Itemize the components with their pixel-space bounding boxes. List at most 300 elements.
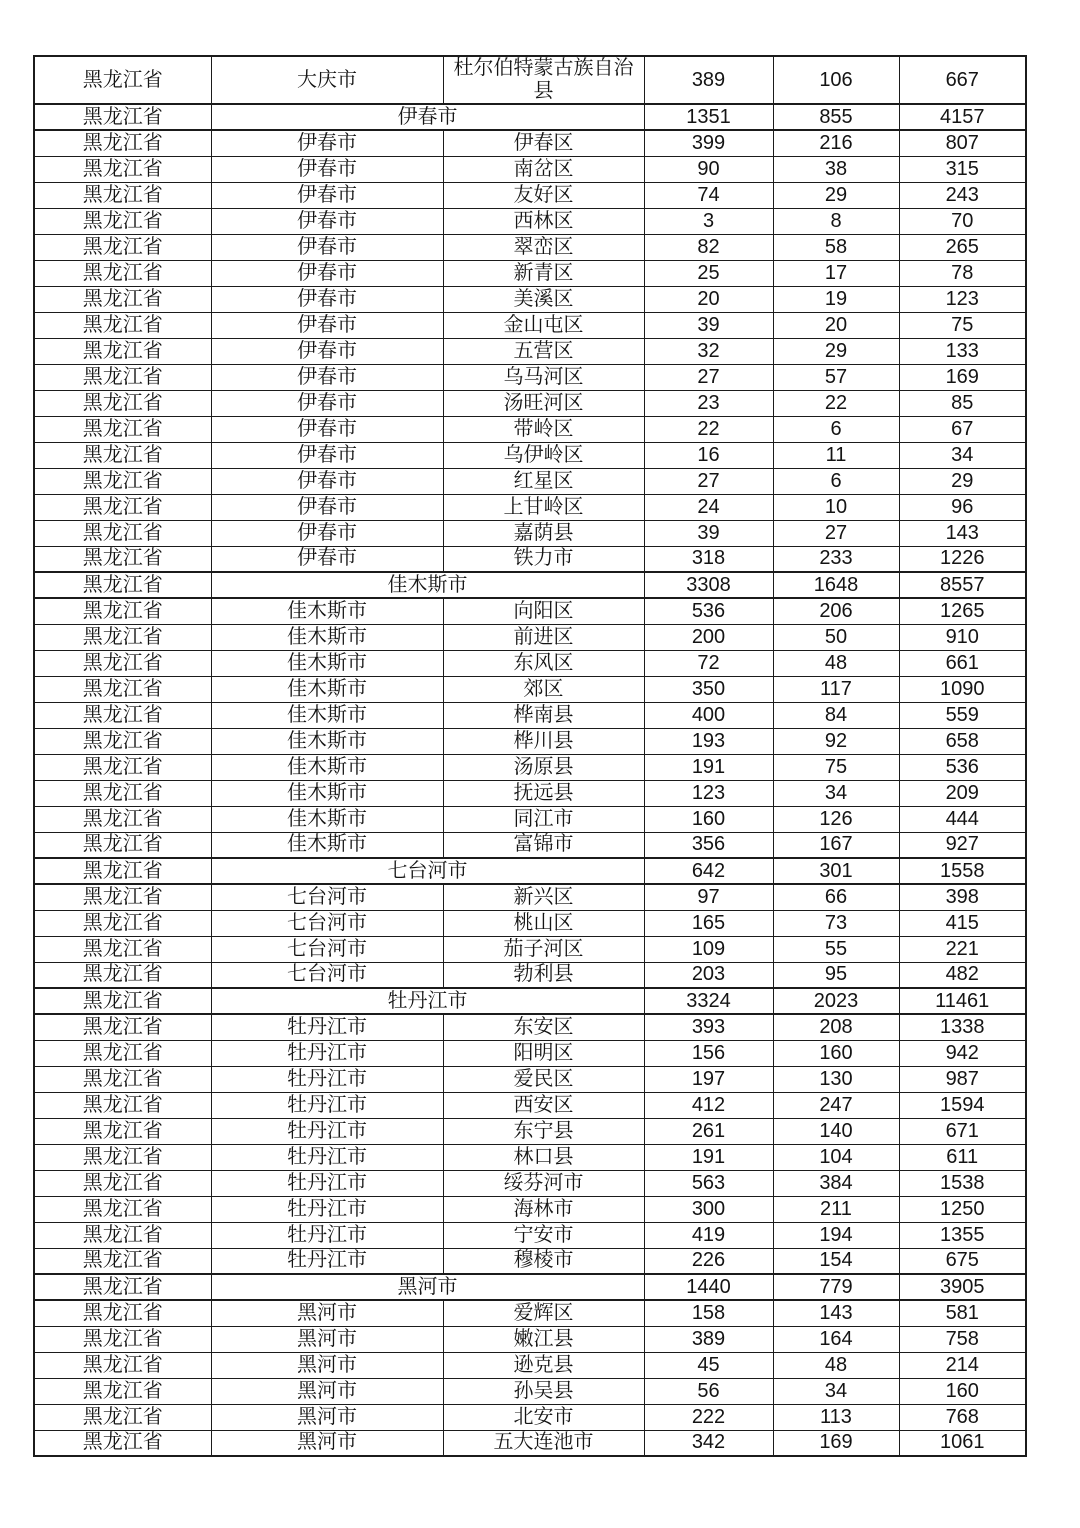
district-row: [34, 130, 1026, 156]
district-cell: 红星区: [443, 468, 644, 494]
value-cell-1: 393: [644, 1014, 773, 1040]
province-cell: 黑龙江省: [34, 1326, 211, 1352]
value-cell-1: 158: [644, 1300, 773, 1326]
value-cell-2: 1648: [773, 572, 899, 598]
city-total-row: [34, 858, 1026, 884]
value-cell-2: 104: [773, 1144, 899, 1170]
city-cell: 伊春市: [211, 286, 443, 312]
value-cell-3: 29: [899, 468, 1026, 494]
value-cell-1: 318: [644, 546, 773, 572]
value-cell-3: 11461: [899, 988, 1026, 1014]
province-cell: 黑龙江省: [34, 494, 211, 520]
province-cell: 黑龙江省: [34, 988, 211, 1014]
province-cell: 黑龙江省: [34, 390, 211, 416]
province-cell: 黑龙江省: [34, 364, 211, 390]
province-cell: 黑龙江省: [34, 1196, 211, 1222]
city-cell: 七台河市: [211, 962, 443, 988]
value-cell-1: 27: [644, 364, 773, 390]
district-cell: 绥芬河市: [443, 1170, 644, 1196]
province-cell: 黑龙江省: [34, 182, 211, 208]
value-cell-1: 261: [644, 1118, 773, 1144]
district-cell: 乌马河区: [443, 364, 644, 390]
district-cell: 桃山区: [443, 910, 644, 936]
value-cell-3: 1265: [899, 598, 1026, 624]
value-cell-3: 768: [899, 1404, 1026, 1430]
district-row: [34, 1222, 1026, 1248]
value-cell-2: 29: [773, 338, 899, 364]
district-cell: 伊春区: [443, 130, 644, 156]
value-cell-2: 779: [773, 1274, 899, 1300]
province-cell: 黑龙江省: [34, 884, 211, 910]
district-cell: 桦川县: [443, 728, 644, 754]
value-cell-3: 1338: [899, 1014, 1026, 1040]
city-total-row: [34, 988, 1026, 1014]
district-row: [34, 520, 1026, 546]
district-row: [34, 1144, 1026, 1170]
city-merged-cell: 黑河市: [211, 1274, 644, 1300]
province-cell: 黑龙江省: [34, 1222, 211, 1248]
value-cell-3: 75: [899, 312, 1026, 338]
value-cell-1: 160: [644, 806, 773, 832]
district-row: [34, 1326, 1026, 1352]
value-cell-3: 658: [899, 728, 1026, 754]
province-cell: 黑龙江省: [34, 1170, 211, 1196]
value-cell-3: 667: [899, 56, 1026, 104]
value-cell-1: 3: [644, 208, 773, 234]
value-cell-3: 209: [899, 780, 1026, 806]
value-cell-2: 301: [773, 858, 899, 884]
city-cell: 佳木斯市: [211, 780, 443, 806]
city-cell: 伊春市: [211, 364, 443, 390]
province-cell: 黑龙江省: [34, 56, 211, 104]
value-cell-2: 6: [773, 468, 899, 494]
city-cell: 伊春市: [211, 468, 443, 494]
district-cell: 前进区: [443, 624, 644, 650]
city-cell: 七台河市: [211, 910, 443, 936]
value-cell-3: 3905: [899, 1274, 1026, 1300]
value-cell-2: 17: [773, 260, 899, 286]
value-cell-1: 356: [644, 832, 773, 858]
value-cell-1: 25: [644, 260, 773, 286]
value-cell-1: 419: [644, 1222, 773, 1248]
value-cell-3: 661: [899, 650, 1026, 676]
district-row: [34, 1066, 1026, 1092]
city-total-row: [34, 104, 1026, 130]
city-cell: 牡丹江市: [211, 1092, 443, 1118]
province-cell: 黑龙江省: [34, 130, 211, 156]
value-cell-2: 50: [773, 624, 899, 650]
value-cell-1: 200: [644, 624, 773, 650]
city-cell: 牡丹江市: [211, 1222, 443, 1248]
city-cell: 牡丹江市: [211, 1144, 443, 1170]
province-cell: 黑龙江省: [34, 1066, 211, 1092]
value-cell-1: 56: [644, 1378, 773, 1404]
value-cell-2: 10: [773, 494, 899, 520]
city-cell: 佳木斯市: [211, 806, 443, 832]
province-cell: 黑龙江省: [34, 156, 211, 182]
city-cell: 牡丹江市: [211, 1014, 443, 1040]
value-cell-1: 350: [644, 676, 773, 702]
value-cell-1: 222: [644, 1404, 773, 1430]
district-cell: 西安区: [443, 1092, 644, 1118]
city-cell: 牡丹江市: [211, 1118, 443, 1144]
district-row: [34, 442, 1026, 468]
district-row: [34, 1170, 1026, 1196]
city-cell: 佳木斯市: [211, 832, 443, 858]
province-cell: 黑龙江省: [34, 806, 211, 832]
city-cell: 佳木斯市: [211, 702, 443, 728]
city-cell: 伊春市: [211, 416, 443, 442]
admin-region-stats-table: [33, 55, 1027, 1457]
province-cell: 黑龙江省: [34, 416, 211, 442]
city-total-row: [34, 572, 1026, 598]
city-cell: 伊春市: [211, 156, 443, 182]
province-cell: 黑龙江省: [34, 910, 211, 936]
district-cell: 乌伊岭区: [443, 442, 644, 468]
value-cell-1: 82: [644, 234, 773, 260]
value-cell-2: 84: [773, 702, 899, 728]
value-cell-1: 389: [644, 56, 773, 104]
province-cell: 黑龙江省: [34, 234, 211, 260]
city-cell: 伊春市: [211, 546, 443, 572]
city-cell: 黑河市: [211, 1326, 443, 1352]
province-cell: 黑龙江省: [34, 1378, 211, 1404]
province-cell: 黑龙江省: [34, 338, 211, 364]
value-cell-2: 154: [773, 1248, 899, 1274]
city-cell: 伊春市: [211, 208, 443, 234]
value-cell-3: 1538: [899, 1170, 1026, 1196]
city-cell: 大庆市: [211, 56, 443, 104]
value-cell-3: 265: [899, 234, 1026, 260]
value-cell-2: 113: [773, 1404, 899, 1430]
value-cell-1: 39: [644, 520, 773, 546]
value-cell-2: 216: [773, 130, 899, 156]
province-cell: 黑龙江省: [34, 858, 211, 884]
district-cell: 富锦市: [443, 832, 644, 858]
city-total-row: [34, 1274, 1026, 1300]
district-row: [34, 754, 1026, 780]
district-row: [34, 56, 1026, 104]
value-cell-1: 16: [644, 442, 773, 468]
value-cell-3: 942: [899, 1040, 1026, 1066]
value-cell-3: 987: [899, 1066, 1026, 1092]
value-cell-1: 191: [644, 754, 773, 780]
value-cell-3: 758: [899, 1326, 1026, 1352]
value-cell-1: 389: [644, 1326, 773, 1352]
value-cell-2: 58: [773, 234, 899, 260]
value-cell-2: 206: [773, 598, 899, 624]
value-cell-1: 642: [644, 858, 773, 884]
value-cell-3: 927: [899, 832, 1026, 858]
value-cell-2: 19: [773, 286, 899, 312]
province-cell: 黑龙江省: [34, 260, 211, 286]
district-row: [34, 390, 1026, 416]
value-cell-2: 855: [773, 104, 899, 130]
city-cell: 伊春市: [211, 390, 443, 416]
district-row: [34, 312, 1026, 338]
district-cell: 海林市: [443, 1196, 644, 1222]
district-cell: 向阳区: [443, 598, 644, 624]
value-cell-1: 400: [644, 702, 773, 728]
value-cell-2: 66: [773, 884, 899, 910]
district-cell: 嫩江县: [443, 1326, 644, 1352]
city-merged-cell: 佳木斯市: [211, 572, 644, 598]
district-row: [34, 494, 1026, 520]
value-cell-2: 117: [773, 676, 899, 702]
city-cell: 伊春市: [211, 338, 443, 364]
city-cell: 黑河市: [211, 1378, 443, 1404]
value-cell-3: 67: [899, 416, 1026, 442]
value-cell-1: 1351: [644, 104, 773, 130]
value-cell-2: 73: [773, 910, 899, 936]
district-row: [34, 182, 1026, 208]
value-cell-3: 581: [899, 1300, 1026, 1326]
province-cell: 黑龙江省: [34, 702, 211, 728]
city-cell: 佳木斯市: [211, 676, 443, 702]
value-cell-2: 92: [773, 728, 899, 754]
district-cell: 同江市: [443, 806, 644, 832]
province-cell: 黑龙江省: [34, 312, 211, 338]
district-cell: 东安区: [443, 1014, 644, 1040]
city-merged-cell: 伊春市: [211, 104, 644, 130]
province-cell: 黑龙江省: [34, 1248, 211, 1274]
district-cell: 逊克县: [443, 1352, 644, 1378]
district-cell: 茄子河区: [443, 936, 644, 962]
value-cell-3: 4157: [899, 104, 1026, 130]
district-row: [34, 1040, 1026, 1066]
value-cell-2: 34: [773, 780, 899, 806]
value-cell-2: 140: [773, 1118, 899, 1144]
district-row: [34, 728, 1026, 754]
province-cell: 黑龙江省: [34, 780, 211, 806]
province-cell: 黑龙江省: [34, 104, 211, 130]
value-cell-1: 3324: [644, 988, 773, 1014]
district-cell: 南岔区: [443, 156, 644, 182]
city-cell: 佳木斯市: [211, 650, 443, 676]
city-cell: 伊春市: [211, 234, 443, 260]
value-cell-2: 208: [773, 1014, 899, 1040]
value-cell-2: 164: [773, 1326, 899, 1352]
city-merged-cell: 牡丹江市: [211, 988, 644, 1014]
province-cell: 黑龙江省: [34, 572, 211, 598]
district-row: [34, 338, 1026, 364]
district-cell: 桦南县: [443, 702, 644, 728]
district-row: [34, 1092, 1026, 1118]
value-cell-3: 34: [899, 442, 1026, 468]
district-cell: 新兴区: [443, 884, 644, 910]
value-cell-2: 247: [773, 1092, 899, 1118]
district-cell: 新青区: [443, 260, 644, 286]
value-cell-2: 75: [773, 754, 899, 780]
district-row: [34, 598, 1026, 624]
value-cell-1: 300: [644, 1196, 773, 1222]
value-cell-1: 27: [644, 468, 773, 494]
province-cell: 黑龙江省: [34, 1430, 211, 1456]
value-cell-3: 1226: [899, 546, 1026, 572]
district-cell: 杜尔伯特蒙古族自治县: [443, 56, 644, 104]
province-cell: 黑龙江省: [34, 598, 211, 624]
city-cell: 伊春市: [211, 312, 443, 338]
province-cell: 黑龙江省: [34, 1118, 211, 1144]
city-cell: 佳木斯市: [211, 728, 443, 754]
value-cell-2: 384: [773, 1170, 899, 1196]
value-cell-3: 143: [899, 520, 1026, 546]
province-cell: 黑龙江省: [34, 286, 211, 312]
district-cell: 东宁县: [443, 1118, 644, 1144]
value-cell-3: 1250: [899, 1196, 1026, 1222]
province-cell: 黑龙江省: [34, 1092, 211, 1118]
value-cell-3: 807: [899, 130, 1026, 156]
district-row: [34, 1352, 1026, 1378]
district-row: [34, 1196, 1026, 1222]
value-cell-2: 57: [773, 364, 899, 390]
city-cell: 佳木斯市: [211, 598, 443, 624]
value-cell-3: 1355: [899, 1222, 1026, 1248]
province-cell: 黑龙江省: [34, 1352, 211, 1378]
district-cell: 阳明区: [443, 1040, 644, 1066]
value-cell-3: 559: [899, 702, 1026, 728]
city-cell: 牡丹江市: [211, 1170, 443, 1196]
value-cell-2: 126: [773, 806, 899, 832]
value-cell-3: 675: [899, 1248, 1026, 1274]
city-cell: 伊春市: [211, 182, 443, 208]
value-cell-3: 415: [899, 910, 1026, 936]
province-cell: 黑龙江省: [34, 208, 211, 234]
district-cell: 五营区: [443, 338, 644, 364]
district-cell: 东风区: [443, 650, 644, 676]
value-cell-1: 90: [644, 156, 773, 182]
value-cell-1: 39: [644, 312, 773, 338]
value-cell-1: 1440: [644, 1274, 773, 1300]
value-cell-2: 2023: [773, 988, 899, 1014]
value-cell-1: 342: [644, 1430, 773, 1456]
value-cell-1: 226: [644, 1248, 773, 1274]
value-cell-1: 191: [644, 1144, 773, 1170]
province-cell: 黑龙江省: [34, 936, 211, 962]
district-row: [34, 208, 1026, 234]
district-cell: 汤原县: [443, 754, 644, 780]
value-cell-3: 1090: [899, 676, 1026, 702]
district-row: [34, 832, 1026, 858]
district-cell: 爱民区: [443, 1066, 644, 1092]
city-cell: 伊春市: [211, 130, 443, 156]
province-cell: 黑龙江省: [34, 1014, 211, 1040]
district-cell: 爱辉区: [443, 1300, 644, 1326]
city-cell: 牡丹江市: [211, 1248, 443, 1274]
value-cell-2: 143: [773, 1300, 899, 1326]
value-cell-1: 412: [644, 1092, 773, 1118]
district-cell: 美溪区: [443, 286, 644, 312]
value-cell-3: 96: [899, 494, 1026, 520]
value-cell-1: 156: [644, 1040, 773, 1066]
value-cell-1: 203: [644, 962, 773, 988]
province-cell: 黑龙江省: [34, 832, 211, 858]
province-cell: 黑龙江省: [34, 442, 211, 468]
city-cell: 佳木斯市: [211, 754, 443, 780]
district-row: [34, 156, 1026, 182]
value-cell-2: 27: [773, 520, 899, 546]
city-cell: 伊春市: [211, 442, 443, 468]
province-cell: 黑龙江省: [34, 676, 211, 702]
value-cell-3: 1594: [899, 1092, 1026, 1118]
value-cell-2: 38: [773, 156, 899, 182]
district-row: [34, 884, 1026, 910]
district-cell: 勃利县: [443, 962, 644, 988]
province-cell: 黑龙江省: [34, 962, 211, 988]
province-cell: 黑龙江省: [34, 650, 211, 676]
district-row: [34, 546, 1026, 572]
value-cell-2: 11: [773, 442, 899, 468]
district-row: [34, 1378, 1026, 1404]
value-cell-2: 160: [773, 1040, 899, 1066]
value-cell-2: 8: [773, 208, 899, 234]
value-cell-1: 23: [644, 390, 773, 416]
district-cell: 孙吴县: [443, 1378, 644, 1404]
district-row: [34, 936, 1026, 962]
city-cell: 牡丹江市: [211, 1196, 443, 1222]
district-row: [34, 234, 1026, 260]
province-cell: 黑龙江省: [34, 1404, 211, 1430]
value-cell-1: 3308: [644, 572, 773, 598]
district-cell: 铁力市: [443, 546, 644, 572]
province-cell: 黑龙江省: [34, 754, 211, 780]
city-cell: 黑河市: [211, 1430, 443, 1456]
province-cell: 黑龙江省: [34, 520, 211, 546]
value-cell-1: 45: [644, 1352, 773, 1378]
district-cell: 带岭区: [443, 416, 644, 442]
value-cell-1: 563: [644, 1170, 773, 1196]
value-cell-1: 123: [644, 780, 773, 806]
value-cell-2: 167: [773, 832, 899, 858]
district-row: [34, 364, 1026, 390]
value-cell-2: 48: [773, 1352, 899, 1378]
district-row: [34, 910, 1026, 936]
city-cell: 黑河市: [211, 1300, 443, 1326]
value-cell-3: 398: [899, 884, 1026, 910]
district-cell: 汤旺河区: [443, 390, 644, 416]
value-cell-1: 20: [644, 286, 773, 312]
value-cell-3: 536: [899, 754, 1026, 780]
value-cell-3: 160: [899, 1378, 1026, 1404]
value-cell-3: 221: [899, 936, 1026, 962]
value-cell-3: 1061: [899, 1430, 1026, 1456]
value-cell-2: 20: [773, 312, 899, 338]
value-cell-2: 48: [773, 650, 899, 676]
city-cell: 伊春市: [211, 520, 443, 546]
value-cell-3: 70: [899, 208, 1026, 234]
value-cell-3: 78: [899, 260, 1026, 286]
district-row: [34, 260, 1026, 286]
district-row: [34, 1248, 1026, 1274]
city-cell: 伊春市: [211, 260, 443, 286]
value-cell-1: 24: [644, 494, 773, 520]
value-cell-2: 22: [773, 390, 899, 416]
province-cell: 黑龙江省: [34, 1144, 211, 1170]
value-cell-2: 211: [773, 1196, 899, 1222]
city-cell: 黑河市: [211, 1352, 443, 1378]
district-cell: 嘉荫县: [443, 520, 644, 546]
value-cell-3: 611: [899, 1144, 1026, 1170]
value-cell-3: 133: [899, 338, 1026, 364]
district-cell: 穆棱市: [443, 1248, 644, 1274]
value-cell-1: 193: [644, 728, 773, 754]
district-row: [34, 676, 1026, 702]
value-cell-3: 169: [899, 364, 1026, 390]
value-cell-2: 6: [773, 416, 899, 442]
value-cell-1: 97: [644, 884, 773, 910]
district-cell: 上甘岭区: [443, 494, 644, 520]
province-cell: 黑龙江省: [34, 1300, 211, 1326]
